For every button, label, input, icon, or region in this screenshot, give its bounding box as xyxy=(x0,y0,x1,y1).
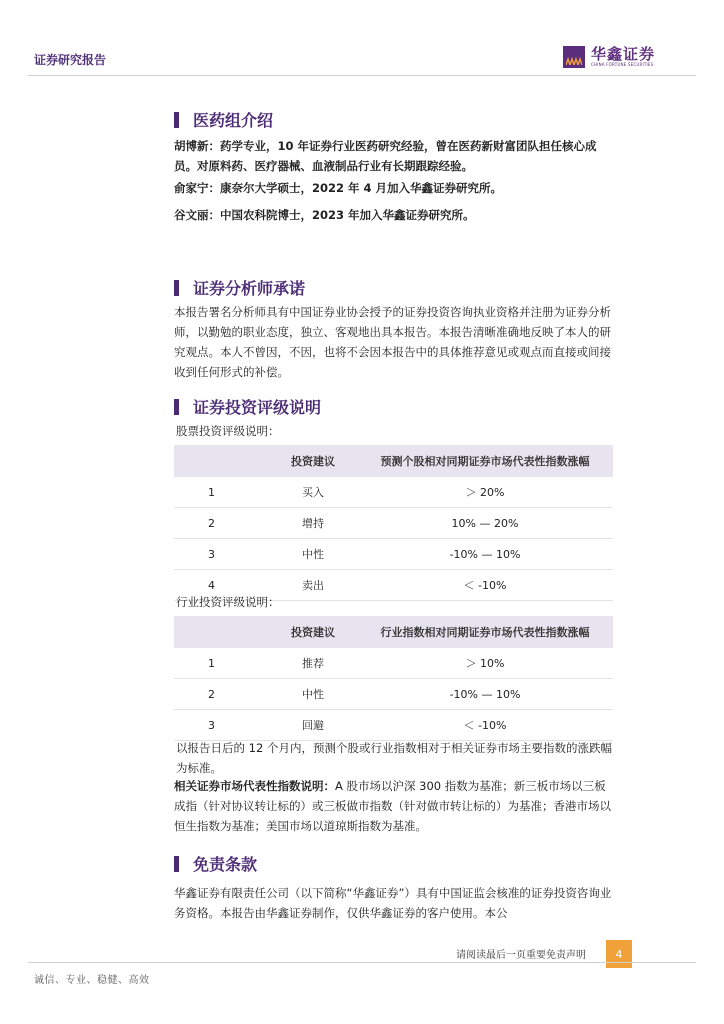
logo-chinese-name: 华鑫证券 xyxy=(591,45,656,63)
industry-rating-label: 行业投资评级说明： xyxy=(176,595,280,609)
table-header-cell: 预测个股相对同期证券市场代表性指数涨幅 xyxy=(357,445,613,477)
table-header-cell: 投资建议 xyxy=(269,616,357,648)
section-title-team xyxy=(174,108,273,131)
table-cell: 3 xyxy=(174,539,269,570)
index-text: A 股市场以沪深 300 指数为基准；新三板市场以三板成指（针对协议转让标的）或三板做市指数（针对做市转让标的）为基准；香港市场以恒生指数为基准；美国市场以道琼斯指数为基准。 xyxy=(174,779,611,833)
table-cell: ＜ -10% xyxy=(357,710,613,741)
section-bar-icon xyxy=(174,280,179,296)
table-cell: ＞ 10% xyxy=(357,648,613,679)
header-divider xyxy=(28,75,696,76)
table-cell: 回避 xyxy=(269,710,357,741)
table-cell: 10% — 20% xyxy=(357,508,613,539)
section-title-rating xyxy=(174,395,321,418)
rating-note: 以报告日后的 12 个月内，预测个股或行业指数相对于相关证券市场主要指数的涨跌幅为标准。 xyxy=(176,741,612,775)
table-row xyxy=(174,539,613,570)
table-cell: 1 xyxy=(174,648,269,679)
table-header-cell: 投资建议 xyxy=(269,445,357,477)
index-description xyxy=(174,776,612,836)
table-row xyxy=(174,648,613,679)
stock-rating-label: 股票投资评级说明： xyxy=(176,424,280,438)
table-header-cell xyxy=(174,616,269,648)
logo-mark-icon xyxy=(563,46,585,68)
section-title-text: 医药组介绍 xyxy=(193,111,274,130)
table-cell: ＞ 20% xyxy=(357,477,613,508)
section-title-commitment xyxy=(174,276,305,299)
industry-rating-table xyxy=(174,616,613,741)
table-cell: 2 xyxy=(174,679,269,710)
section-title-disclaimer xyxy=(174,852,257,875)
table-row xyxy=(174,710,613,741)
table-cell: -10% — 10% xyxy=(357,679,613,710)
table-cell: 卖出 xyxy=(269,570,357,601)
report-header-title: 证券研究报告 xyxy=(34,53,107,67)
index-label: 相关证券市场代表性指数说明： xyxy=(174,779,335,793)
table-header-cell: 行业指数相对同期证券市场代表性指数涨幅 xyxy=(357,616,613,648)
section-bar-icon xyxy=(174,856,179,872)
stock-rating-table xyxy=(174,445,613,601)
commitment-text: 本报告署名分析师具有中国证券业协会授予的证券投资咨询执业资格并注册为证券分析师，以勤勉的职业态度，独立、客观地出具本报告。本报告清晰准确地反映了本人的研究观点。本人不曾因，不因，也将不会因本报告中的具体推荐意见或观点而直接或间接收到任何形式的补偿。 xyxy=(174,305,611,379)
team-member-2: 俞家宁：康奈尔大学硕士，2022 年 4 月加入华鑫证券研究所。 xyxy=(174,181,503,195)
table-cell: 1 xyxy=(174,477,269,508)
table-cell: ＜ -10% xyxy=(357,570,613,601)
table-row xyxy=(174,679,613,710)
section-title-text: 免责条款 xyxy=(193,855,258,874)
team-member-3: 谷文丽：中国农科院博士，2023 年加入华鑫证券研究所。 xyxy=(174,208,475,222)
disclaimer-text: 华鑫证券有限责任公司（以下简称“华鑫证券”）具有中国证监会核准的证券投资咨询业务资格。本报告由华鑫证券制作，仅供华鑫证券的客户使用。本公 xyxy=(174,886,612,920)
team-member-1: 胡博新：药学专业，10 年证券行业医药研究经验，曾在医药新财富团队担任核心成员。对原料药、医疗器械、血液制品行业有长期跟踪经验。 xyxy=(174,139,597,173)
section-bar-icon xyxy=(174,399,179,415)
table-cell: 中性 xyxy=(269,539,357,570)
table-header-row xyxy=(174,445,613,477)
section-bar-icon xyxy=(174,112,179,128)
section-title-text: 证券投资评级说明 xyxy=(193,398,322,417)
table-cell: 推荐 xyxy=(269,648,357,679)
table-cell: -10% — 10% xyxy=(357,539,613,570)
footer-divider xyxy=(28,962,696,963)
table-cell: 买入 xyxy=(269,477,357,508)
table-header-row xyxy=(174,616,613,648)
logo-english-name: CHINA FORTUNE SECURITIES xyxy=(591,62,654,67)
table-cell: 3 xyxy=(174,710,269,741)
table-cell: 增持 xyxy=(269,508,357,539)
footer-disclaimer-note: 请阅读最后一页重要免责声明 xyxy=(456,950,586,961)
table-header-cell xyxy=(174,445,269,477)
table-row xyxy=(174,508,613,539)
table-cell: 4 xyxy=(174,570,269,601)
table-row xyxy=(174,477,613,508)
company-logo xyxy=(563,46,655,68)
page-number: 4 xyxy=(606,940,632,968)
footer-slogan: 诚信、专业、稳健、高效 xyxy=(34,975,150,986)
section-title-text: 证券分析师承诺 xyxy=(193,279,306,298)
table-cell: 中性 xyxy=(269,679,357,710)
table-cell: 2 xyxy=(174,508,269,539)
